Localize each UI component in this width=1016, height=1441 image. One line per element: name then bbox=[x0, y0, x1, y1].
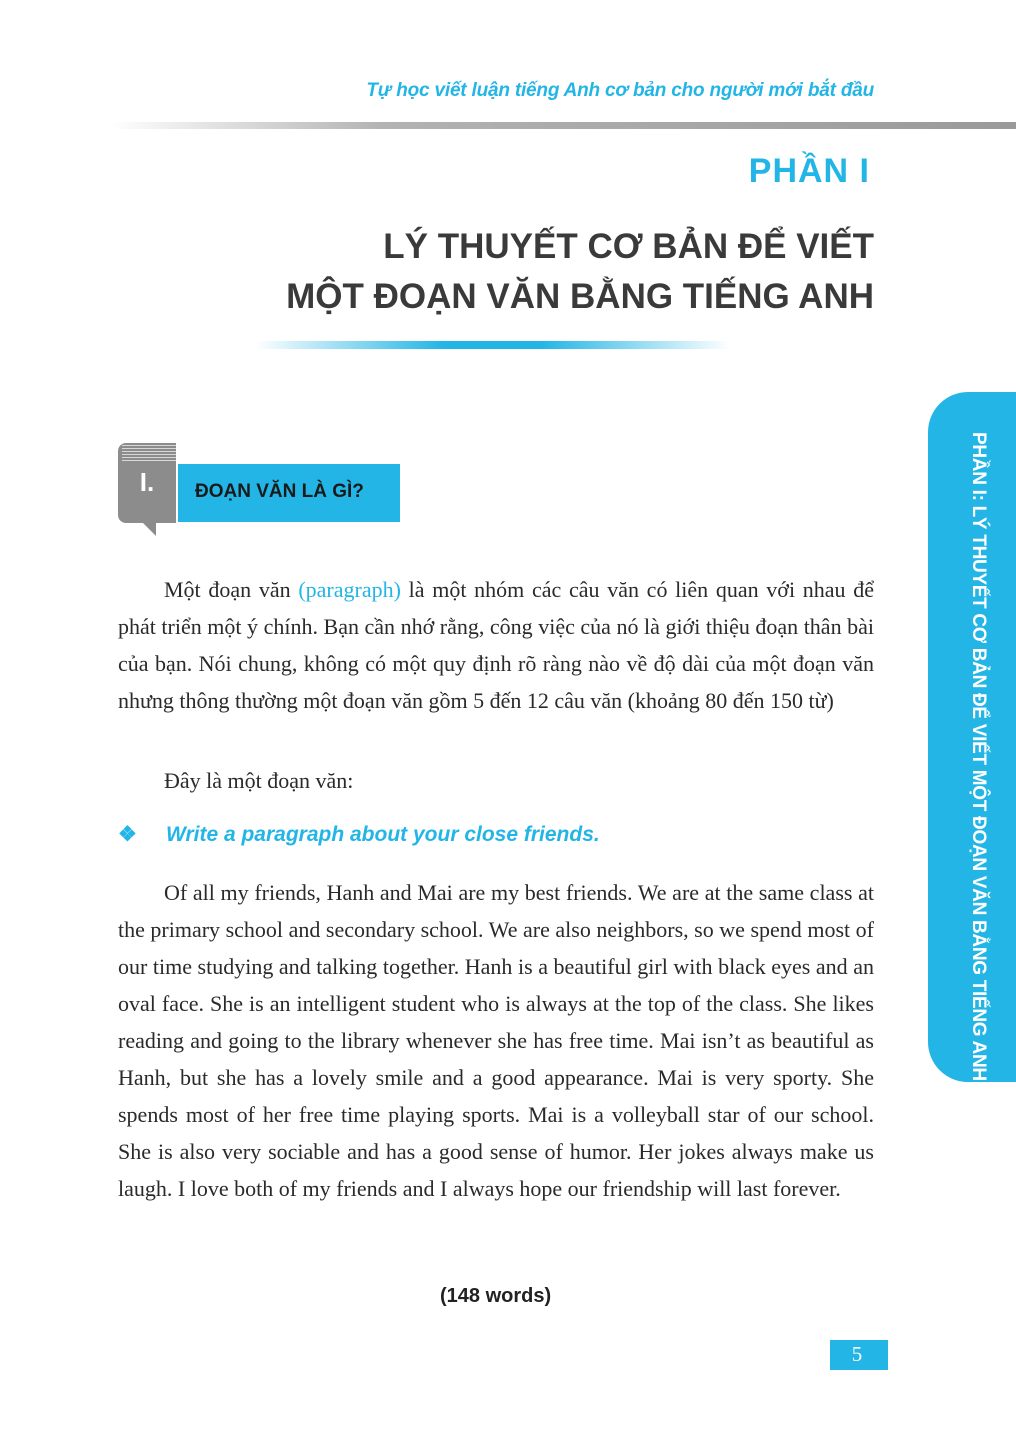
intro-sentence-text: Đây là một đoạn văn: bbox=[164, 768, 354, 793]
section-number: I. bbox=[139, 467, 155, 497]
page-number-box bbox=[826, 1340, 888, 1370]
part-title-line-2: MỘT ĐOẠN VĂN BẰNG TIẾNG ANH bbox=[286, 277, 874, 316]
part-title-line-1: LÝ THUYẾT CƠ BẢN ĐỂ VIẾT bbox=[383, 227, 874, 266]
writing-prompt bbox=[118, 822, 600, 847]
part-label: PHẦN I bbox=[748, 152, 870, 190]
diamond-bullet-icon: ❖ bbox=[118, 823, 137, 846]
definition-text-after: là một nhóm các câu văn có liên quan với nhau để phát triển một ý chính. Bạn cần nhớ rằng, công việc của nó là giới thiệu đoạn thân bài của bạn. Nói chung, không có một quy định rõ ràng nào về độ dài của một đoạn văn nhưng thông thường một đoạn văn gồm 5 đến 12 câu văn (khoảng 80 đến 150 từ) bbox=[118, 577, 874, 713]
section-heading bbox=[118, 443, 408, 538]
example-paragraph bbox=[118, 874, 874, 1207]
intro-sentence bbox=[118, 762, 874, 799]
writing-prompt-text: Write a paragraph about your close friends. bbox=[166, 823, 600, 846]
page-number: 5 bbox=[851, 1342, 863, 1366]
section-title-bar bbox=[178, 464, 400, 522]
side-tab-label: PHẦN I: LÝ THUYẾT CƠ BẢN ĐỂ VIẾT MỘT ĐOẠN VĂN BẰNG TIẾNG ANH bbox=[968, 432, 989, 1081]
book-pages-lines bbox=[122, 445, 176, 461]
book-icon bbox=[118, 443, 176, 523]
section-title: ĐOẠN VĂN LÀ GÌ? bbox=[195, 481, 364, 502]
part-title bbox=[174, 222, 874, 322]
example-paragraph-text: Of all my friends, Hanh and Mai are my best friends. We are at the same class at the primary school and secondary school. We are also neighbors, so we spend most of our time studying and talking together. Hanh is a beautiful girl with black eyes and an oval face. She is an intelligent student who is always at the top of the class. She likes reading and going to the library whenever she has free time. Mai isn’t as beautiful as Hanh, but she has a lovely smile and a good appearance. Mai is very sporty. She spends most of her free time playing sports. Mai is a volleyball star of our school. She is also very sociable and has a good sense of humor. Her jokes always make us laugh. I love both of my friends and I always hope our friendship will last forever. bbox=[118, 880, 874, 1201]
chapter-side-tab bbox=[928, 392, 1016, 1082]
word-count: (148 words) bbox=[440, 1285, 552, 1307]
title-underline bbox=[255, 341, 730, 349]
book-tail-shape bbox=[142, 522, 156, 536]
header-rule bbox=[110, 122, 1016, 129]
definition-text-before: Một đoạn văn bbox=[164, 577, 299, 602]
running-header: Tự học viết luận tiếng Anh cơ bản cho người mới bắt đầu bbox=[366, 80, 874, 101]
paragraph-term: (paragraph) bbox=[298, 577, 401, 602]
definition-paragraph bbox=[118, 571, 874, 719]
